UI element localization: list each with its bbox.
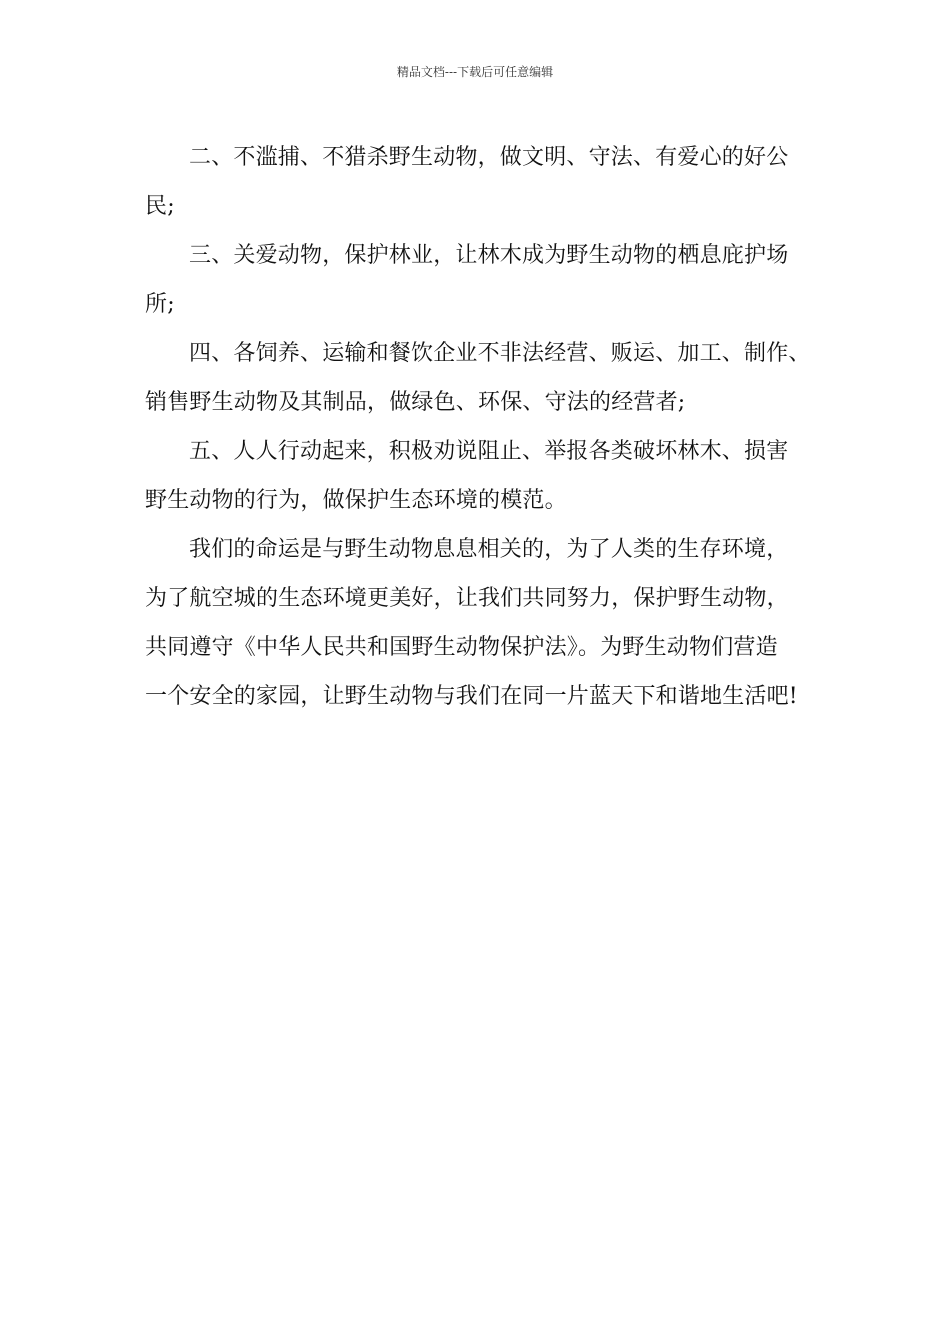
page-header: 精品文档---下载后可任意编辑 [396,65,554,79]
text-line: 二、不滥捕、不猎杀野生动物，做文明、守法、有爱心的好公 [189,145,789,170]
text-line: 一个安全的家园，让野生动物与我们在同一片蓝天下和谐地生活吧! [145,684,798,709]
document-body [145,133,827,721]
text-line: 所; [145,292,175,317]
text-line: 三、关爱动物，保护林业，让林木成为野生动物的栖息庇护场 [189,243,789,268]
text-line: 民; [145,194,175,219]
text-line: 野生动物的行为，做保护生态环境的模范。 [145,488,567,513]
text-line: 销售野生动物及其制品，做绿色、环保、守法的经营者; [145,390,686,415]
text-line: 为了航空城的生态环境更美好，让我们共同努力，保护野生动物， [145,586,789,611]
text-line: 我们的命运是与野生动物息息相关的，为了人类的生存环境， [189,537,789,562]
text-line: 四、各饲养、运输和餐饮企业不非法经营、贩运、加工、制作、 [189,341,811,366]
text-line: 五、人人行动起来，积极劝说阻止、举报各类破坏林木、损害 [189,439,789,464]
text-line: 共同遵守《中华人民共和国野生动物保护法》。为野生动物们营造 [145,635,778,660]
